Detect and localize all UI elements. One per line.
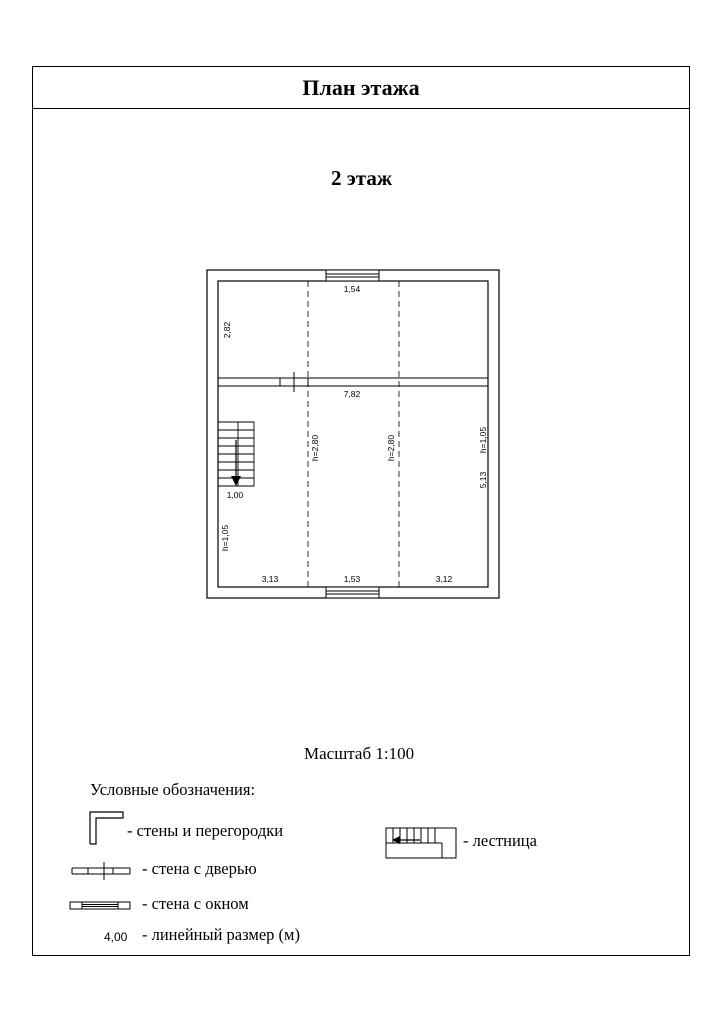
floor-label: 2 этаж	[330, 166, 393, 190]
legend-dimension-text: - линейный размер (м)	[142, 925, 300, 944]
legend-wall-symbol	[90, 812, 123, 844]
dim-window-left: h=1,05	[220, 524, 230, 552]
legend-window-text: - стена с окном	[142, 894, 249, 913]
window-bottom	[326, 587, 379, 598]
page-title: План этажа	[302, 74, 420, 100]
outer-walls	[207, 270, 499, 598]
legend-walls-text: - стены и перегородки	[127, 821, 284, 840]
legend-stairs-text: - лестница	[463, 831, 537, 850]
dashed-lines	[308, 281, 399, 587]
dim-ceiling-right: h=2,80	[386, 434, 396, 462]
window-top	[326, 270, 379, 281]
dim-stair-width: 1,00	[226, 490, 244, 500]
dim-ceiling-left: h=2,80	[310, 434, 320, 462]
legend-title: Условные обозначения:	[90, 780, 256, 799]
legend-window-symbol	[70, 902, 130, 909]
scale-label: Масштаб 1:100	[304, 744, 415, 763]
dim-bottom-right: 3,12	[435, 574, 453, 584]
dim-lower-height: 5,13	[478, 471, 488, 489]
dim-window-right: h=1,05	[478, 426, 488, 454]
staircase	[218, 422, 254, 486]
dim-bottom-mid: 1,53	[343, 574, 361, 584]
dim-top-width: 1,54	[343, 284, 361, 294]
dim-middle-width: 7,82	[343, 389, 361, 399]
legend-dimension-sample: 4,00	[104, 930, 128, 944]
partition-door	[280, 372, 308, 392]
legend-door-symbol	[72, 862, 130, 880]
legend-door-text: - стена с дверью	[142, 859, 257, 878]
partition-wall	[218, 378, 488, 386]
dim-upper-height: 2,82	[222, 321, 232, 339]
dim-bottom-left: 3,13	[261, 574, 279, 584]
legend-stairs-symbol	[386, 828, 456, 858]
